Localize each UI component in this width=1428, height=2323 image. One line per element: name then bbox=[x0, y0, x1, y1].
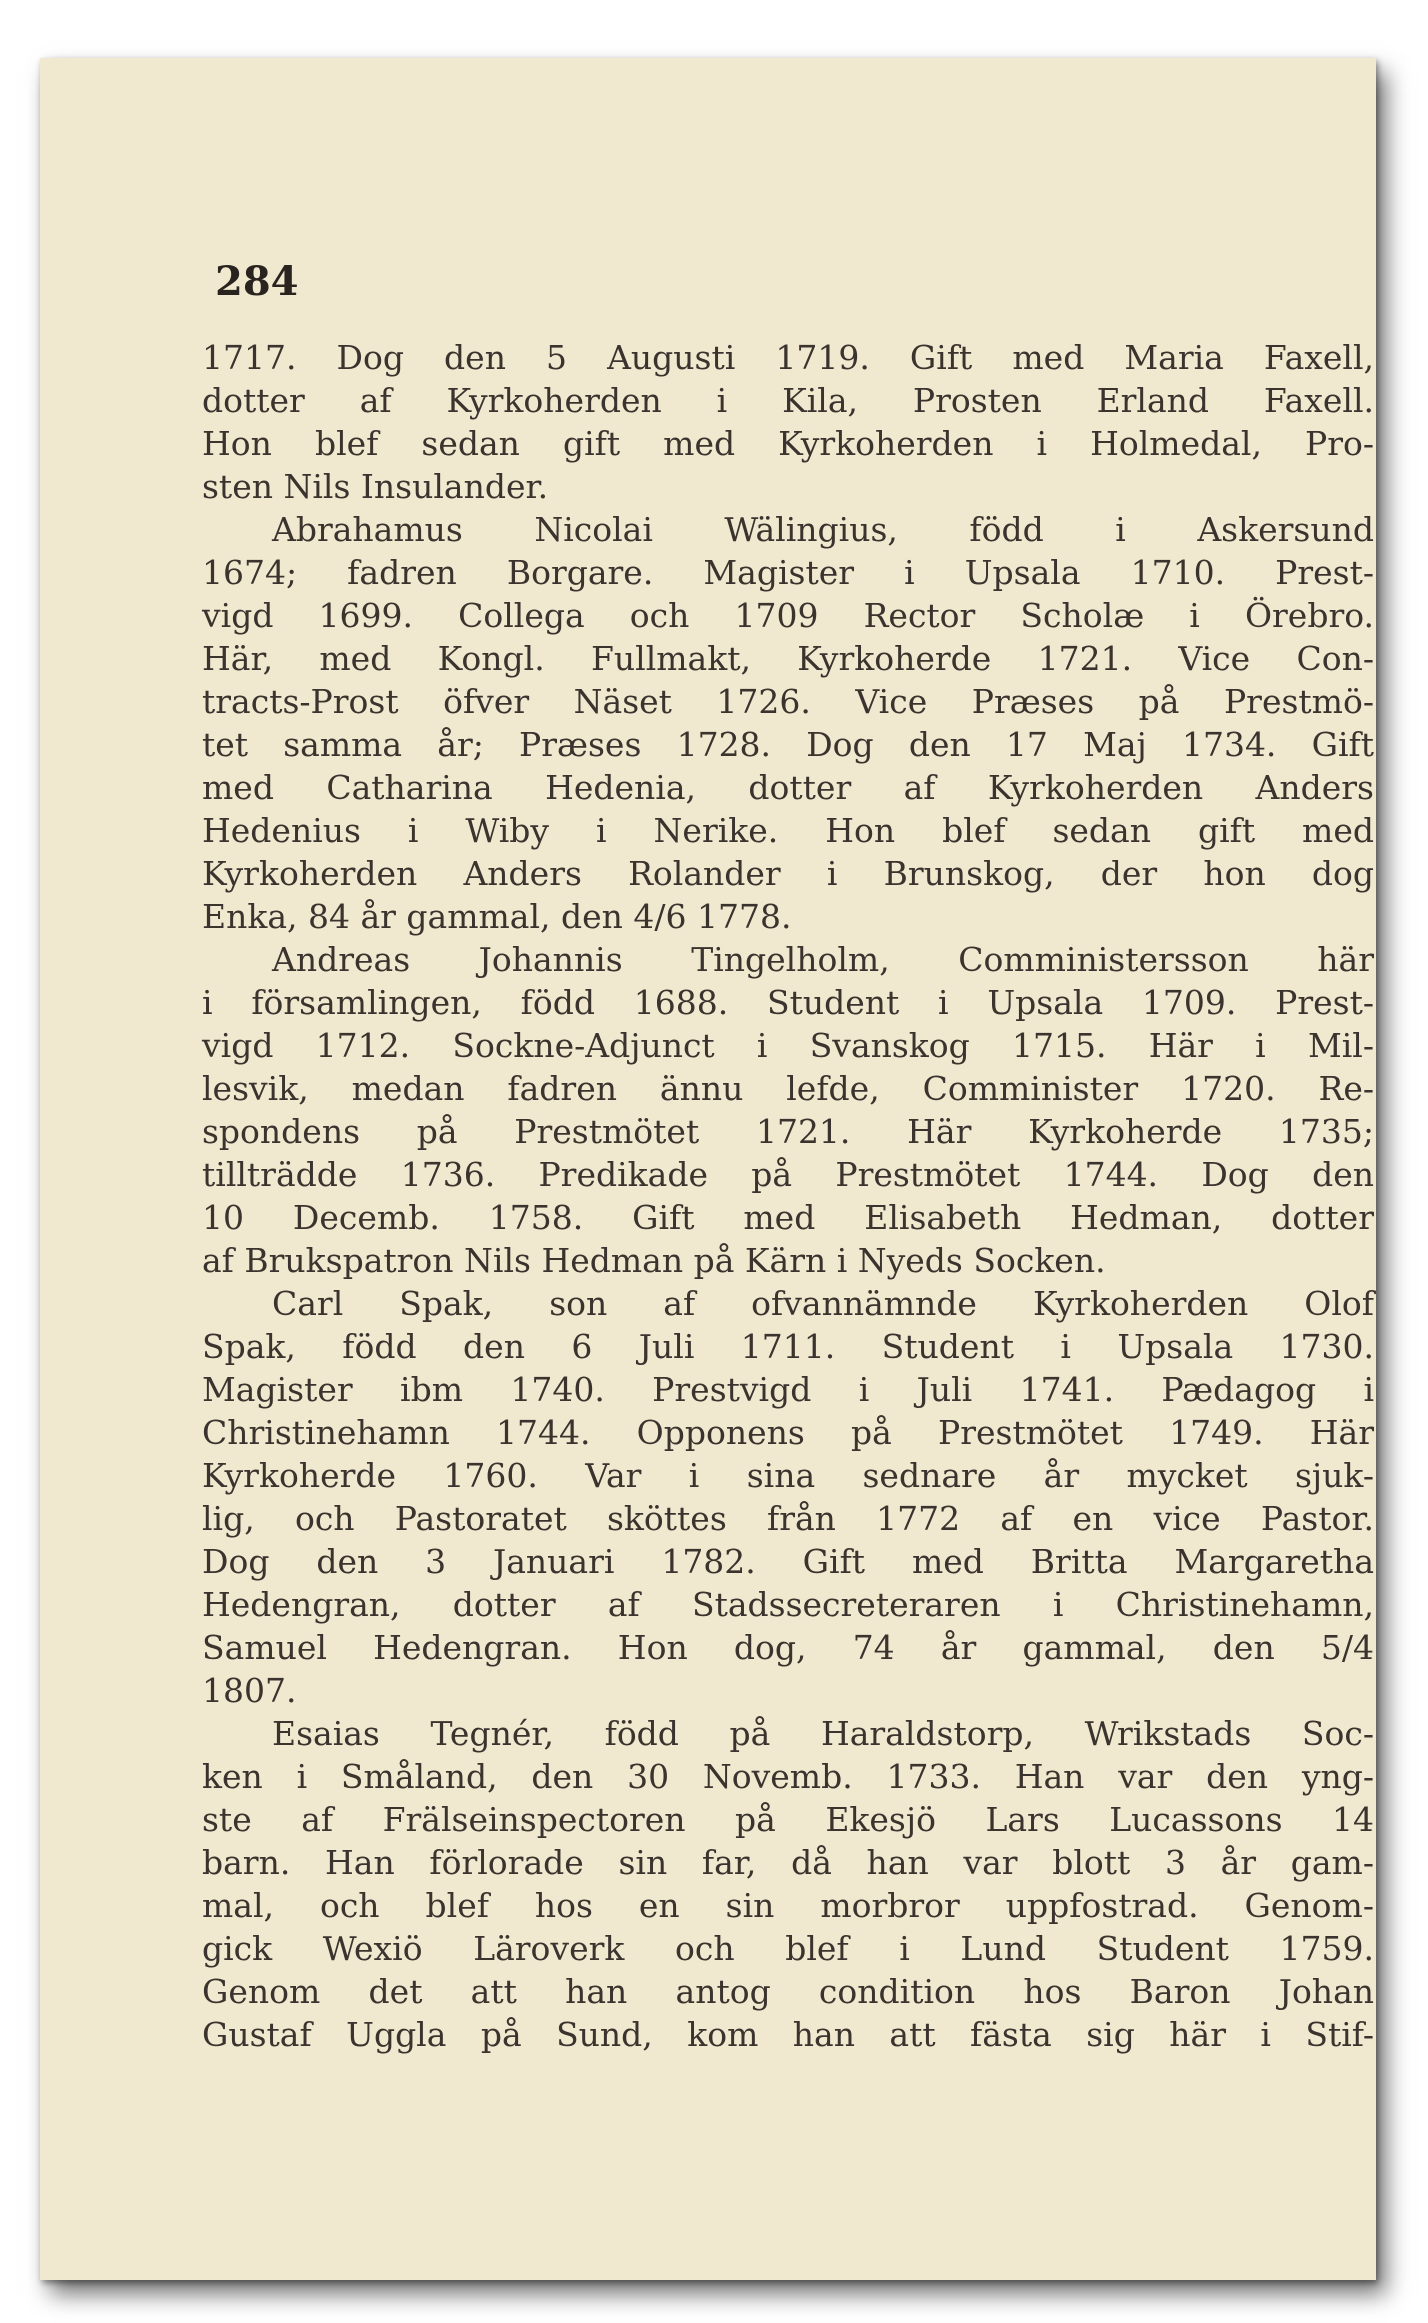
text-line: tet samma år; Præses 1728. Dog den 17 Maj 1734. Gift bbox=[202, 725, 1374, 764]
text-line: 1674; fadren Borgare. Magister i Upsala 1710. Prest- bbox=[202, 553, 1374, 592]
text-line: ste af Frälseinspectoren på Ekesjö Lars Lucassons 14 bbox=[202, 1800, 1374, 1839]
text-line: lesvik, medan fadren ännu lefde, Comminister 1720. Re- bbox=[202, 1069, 1374, 1108]
text-line: tracts-Prost öfver Näset 1726. Vice Præses på Prestmö- bbox=[202, 682, 1374, 721]
entry-heading-line: Carl Spak, son af ofvannämnde Kyrkoherden Olof bbox=[272, 1284, 1374, 1323]
entry-heading-line: Esaias Tegnér, född på Haraldstorp, Wrikstads Soc- bbox=[272, 1714, 1374, 1753]
body-text bbox=[202, 336, 1374, 2056]
text-line: ken i Småland, den 30 Novemb. 1733. Han var den yng- bbox=[202, 1757, 1374, 1796]
page-number: 284 bbox=[215, 258, 299, 305]
text-line: 1717. Dog den 5 Augusti 1719. Gift med Maria Faxell, bbox=[202, 338, 1374, 377]
text-line: Här, med Kongl. Fullmakt, Kyrkoherde 1721. Vice Con- bbox=[202, 639, 1374, 678]
text-line: vigd 1699. Collega och 1709 Rector Scholæ i Örebro. bbox=[202, 596, 1374, 635]
text-line: Genom det att han antog condition hos Baron Johan bbox=[202, 1972, 1374, 2011]
text-line: 1807. bbox=[202, 1671, 297, 1710]
text-line: Christinehamn 1744. Opponens på Prestmötet 1749. Här bbox=[202, 1413, 1374, 1452]
text-line: spondens på Prestmötet 1721. Här Kyrkoherde 1735; bbox=[202, 1112, 1374, 1151]
text-line: Dog den 3 Januari 1782. Gift med Britta Margaretha bbox=[202, 1542, 1374, 1581]
text-line: i församlingen, född 1688. Student i Upsala 1709. Prest- bbox=[202, 983, 1374, 1022]
text-line: med Catharina Hedenia, dotter af Kyrkoherden Anders bbox=[202, 768, 1374, 807]
text-line: Spak, född den 6 Juli 1711. Student i Upsala 1730. bbox=[202, 1327, 1374, 1366]
entry-heading-line: Abrahamus Nicolai Wälingius, född i Askersund bbox=[272, 510, 1374, 549]
text-line: 10 Decemb. 1758. Gift med Elisabeth Hedman, dotter bbox=[202, 1198, 1374, 1237]
text-line: Magister ibm 1740. Prestvigd i Juli 1741. Pædagog i bbox=[202, 1370, 1374, 1409]
book-page bbox=[40, 58, 1376, 2280]
text-line: Hedengran, dotter af Stadssecreteraren i Christinehamn, bbox=[202, 1585, 1374, 1624]
text-line: Kyrkoherden Anders Rolander i Brunskog, der hon dog bbox=[202, 854, 1374, 893]
text-line: vigd 1712. Sockne-Adjunct i Svanskog 1715. Här i Mil- bbox=[202, 1026, 1374, 1065]
text-line: Enka, 84 år gammal, den 4/6 1778. bbox=[202, 897, 792, 936]
text-line: Hon blef sedan gift med Kyrkoherden i Holmedal, Pro- bbox=[202, 424, 1374, 463]
text-line: Samuel Hedengran. Hon dog, 74 år gammal, den 5/4 bbox=[202, 1628, 1374, 1667]
text-line: Gustaf Uggla på Sund, kom han att fästa sig här i Stif- bbox=[202, 2015, 1374, 2054]
text-line: tillträdde 1736. Predikade på Prestmötet 1744. Dog den bbox=[202, 1155, 1374, 1194]
entry-heading-line: Andreas Johannis Tingelholm, Comministersson här bbox=[272, 940, 1374, 979]
text-line: af Brukspatron Nils Hedman på Kärn i Nyeds Socken. bbox=[202, 1241, 1106, 1280]
text-line: sten Nils Insulander. bbox=[202, 467, 549, 506]
text-line: barn. Han förlorade sin far, då han var blott 3 år gam- bbox=[202, 1843, 1374, 1882]
text-line: lig, och Pastoratet sköttes från 1772 af en vice Pastor. bbox=[202, 1499, 1374, 1538]
text-line: dotter af Kyrkoherden i Kila, Prosten Erland Faxell. bbox=[202, 381, 1374, 420]
text-line: Hedenius i Wiby i Nerike. Hon blef sedan gift med bbox=[202, 811, 1374, 850]
text-line: mal, och blef hos en sin morbror uppfostrad. Genom- bbox=[202, 1886, 1374, 1925]
text-line: Kyrkoherde 1760. Var i sina sednare år mycket sjuk- bbox=[202, 1456, 1374, 1495]
text-line: gick Wexiö Läroverk och blef i Lund Student 1759. bbox=[202, 1929, 1374, 1968]
